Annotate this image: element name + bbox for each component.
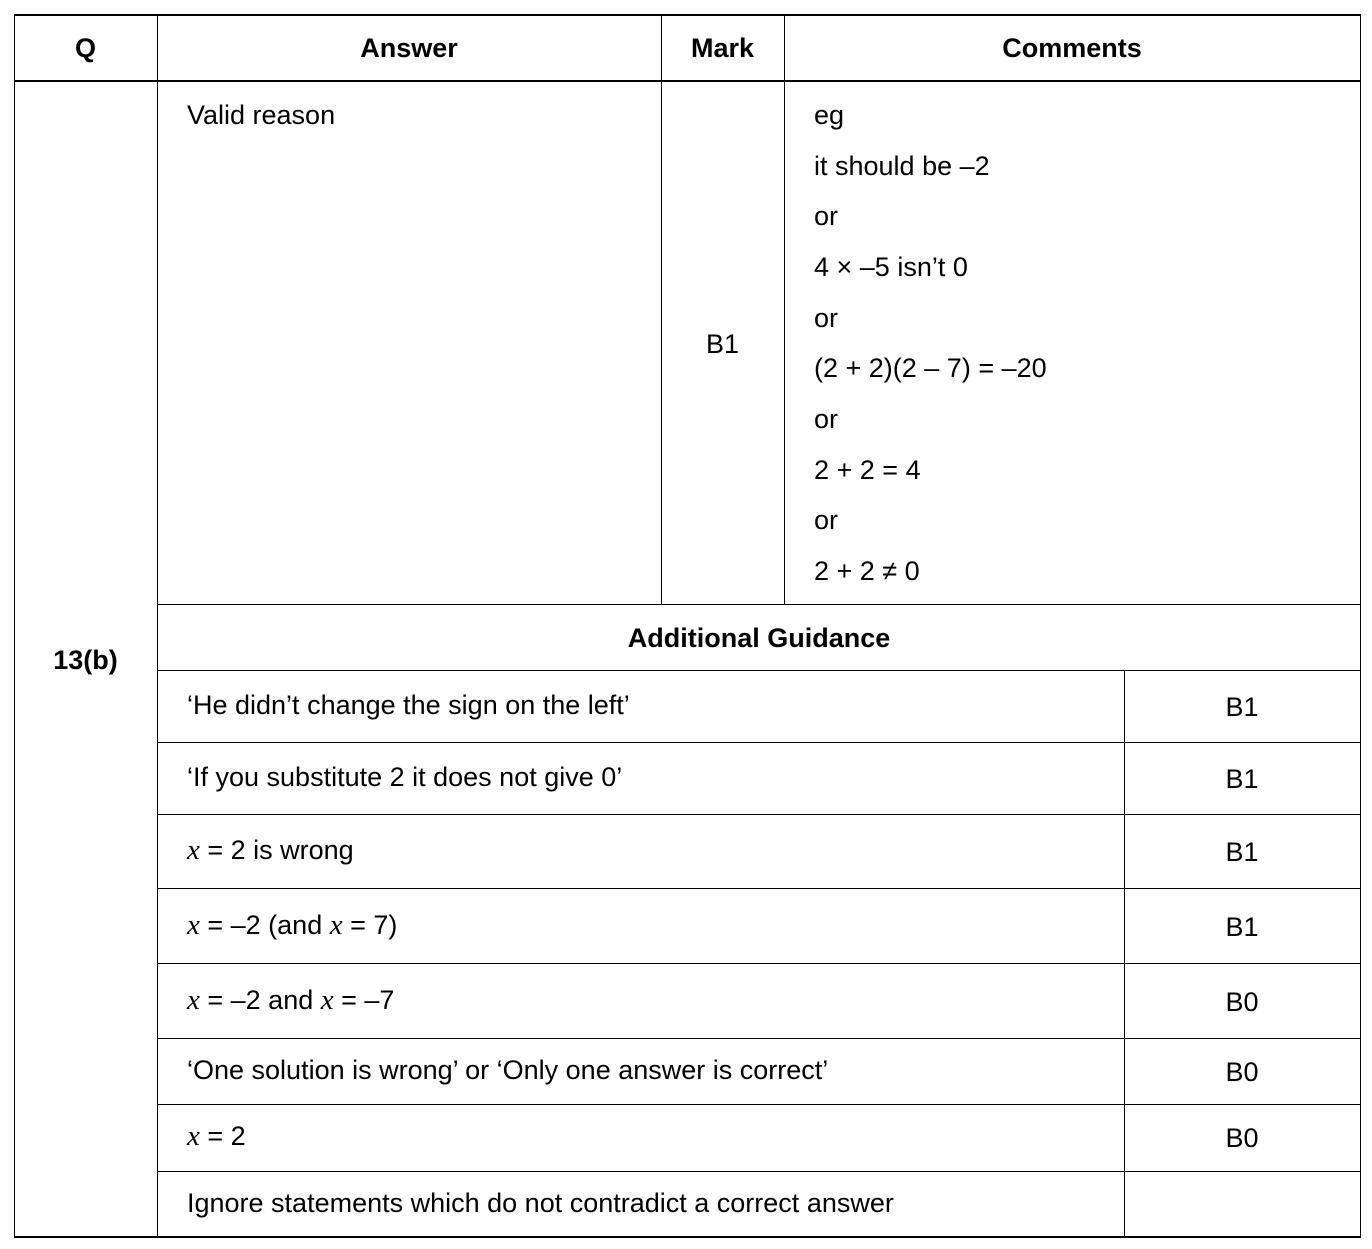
guidance-row-mark: B1 <box>1225 692 1259 722</box>
variable-x: x <box>320 984 334 1016</box>
comment-line: 2 + 2 ≠ 0 <box>814 556 920 586</box>
comment-line: 4 × –5 isn’t 0 <box>814 252 968 282</box>
answer-column-divider <box>661 14 662 605</box>
guidance-row-mark: B1 <box>1225 837 1259 867</box>
variable-x: x <box>187 1120 200 1152</box>
guidance-row-text: x = –2 and x = –7 <box>187 984 395 1016</box>
comment-line: or <box>814 303 839 333</box>
comment-line: eg <box>814 100 845 130</box>
header-comments: Comments <box>1002 33 1142 63</box>
row-divider <box>157 888 1361 889</box>
table-border-top <box>14 14 1361 16</box>
mark-column-divider <box>784 14 785 605</box>
comment-line: or <box>814 505 839 535</box>
variable-x: x <box>187 909 200 941</box>
header-q: Q <box>74 33 96 63</box>
row-divider <box>157 1104 1361 1105</box>
guidance-row-text: ‘He didn’t change the sign on the left’ <box>187 690 630 720</box>
guidance-row-mark: B0 <box>1225 1057 1259 1087</box>
variable-x: x <box>329 909 343 941</box>
guidance-row-mark: B1 <box>1225 764 1259 794</box>
variable-x: x <box>187 984 200 1016</box>
answer-mark: B1 <box>705 329 740 359</box>
header-divider <box>14 80 1361 82</box>
row-divider <box>157 963 1361 964</box>
header-answer: Answer <box>360 33 458 63</box>
guidance-top-border <box>157 604 1361 605</box>
guidance-row-text: x = –2 (and x = 7) <box>187 909 398 941</box>
comment-line: 2 + 2 = 4 <box>814 455 921 485</box>
row-divider <box>157 742 1361 743</box>
comment-line: (2 + 2)(2 – 7) = –20 <box>814 353 1047 383</box>
guidance-row-mark: B0 <box>1225 1123 1259 1153</box>
guidance-row-text: x = 2 is wrong <box>187 834 354 866</box>
table-border-left <box>14 14 15 1238</box>
guidance-title-divider <box>157 670 1361 671</box>
row-divider <box>157 814 1361 815</box>
guidance-row-text: x = 2 <box>187 1120 246 1152</box>
guidance-row-mark: B1 <box>1225 912 1259 942</box>
variable-x: x <box>187 834 200 866</box>
guidance-row-text: ‘If you substitute 2 it does not give 0’ <box>187 762 623 792</box>
guidance-row-mark: B0 <box>1225 987 1259 1017</box>
row-divider <box>157 1171 1361 1172</box>
comment-line: or <box>814 404 839 434</box>
header-mark: Mark <box>690 33 755 63</box>
question-number: 13(b) <box>53 645 118 675</box>
table-border-bottom <box>14 1236 1361 1238</box>
row-divider <box>157 1038 1361 1039</box>
guidance-row-text: Ignore statements which do not contradict a correct answer <box>187 1188 894 1218</box>
answer-text: Valid reason <box>187 100 336 130</box>
comment-line: or <box>814 201 839 231</box>
comment-line: it should be –2 <box>814 151 990 181</box>
guidance-title: Additional Guidance <box>627 623 891 653</box>
guidance-row-text: ‘One solution is wrong’ or ‘Only one answer is correct’ <box>187 1055 829 1085</box>
